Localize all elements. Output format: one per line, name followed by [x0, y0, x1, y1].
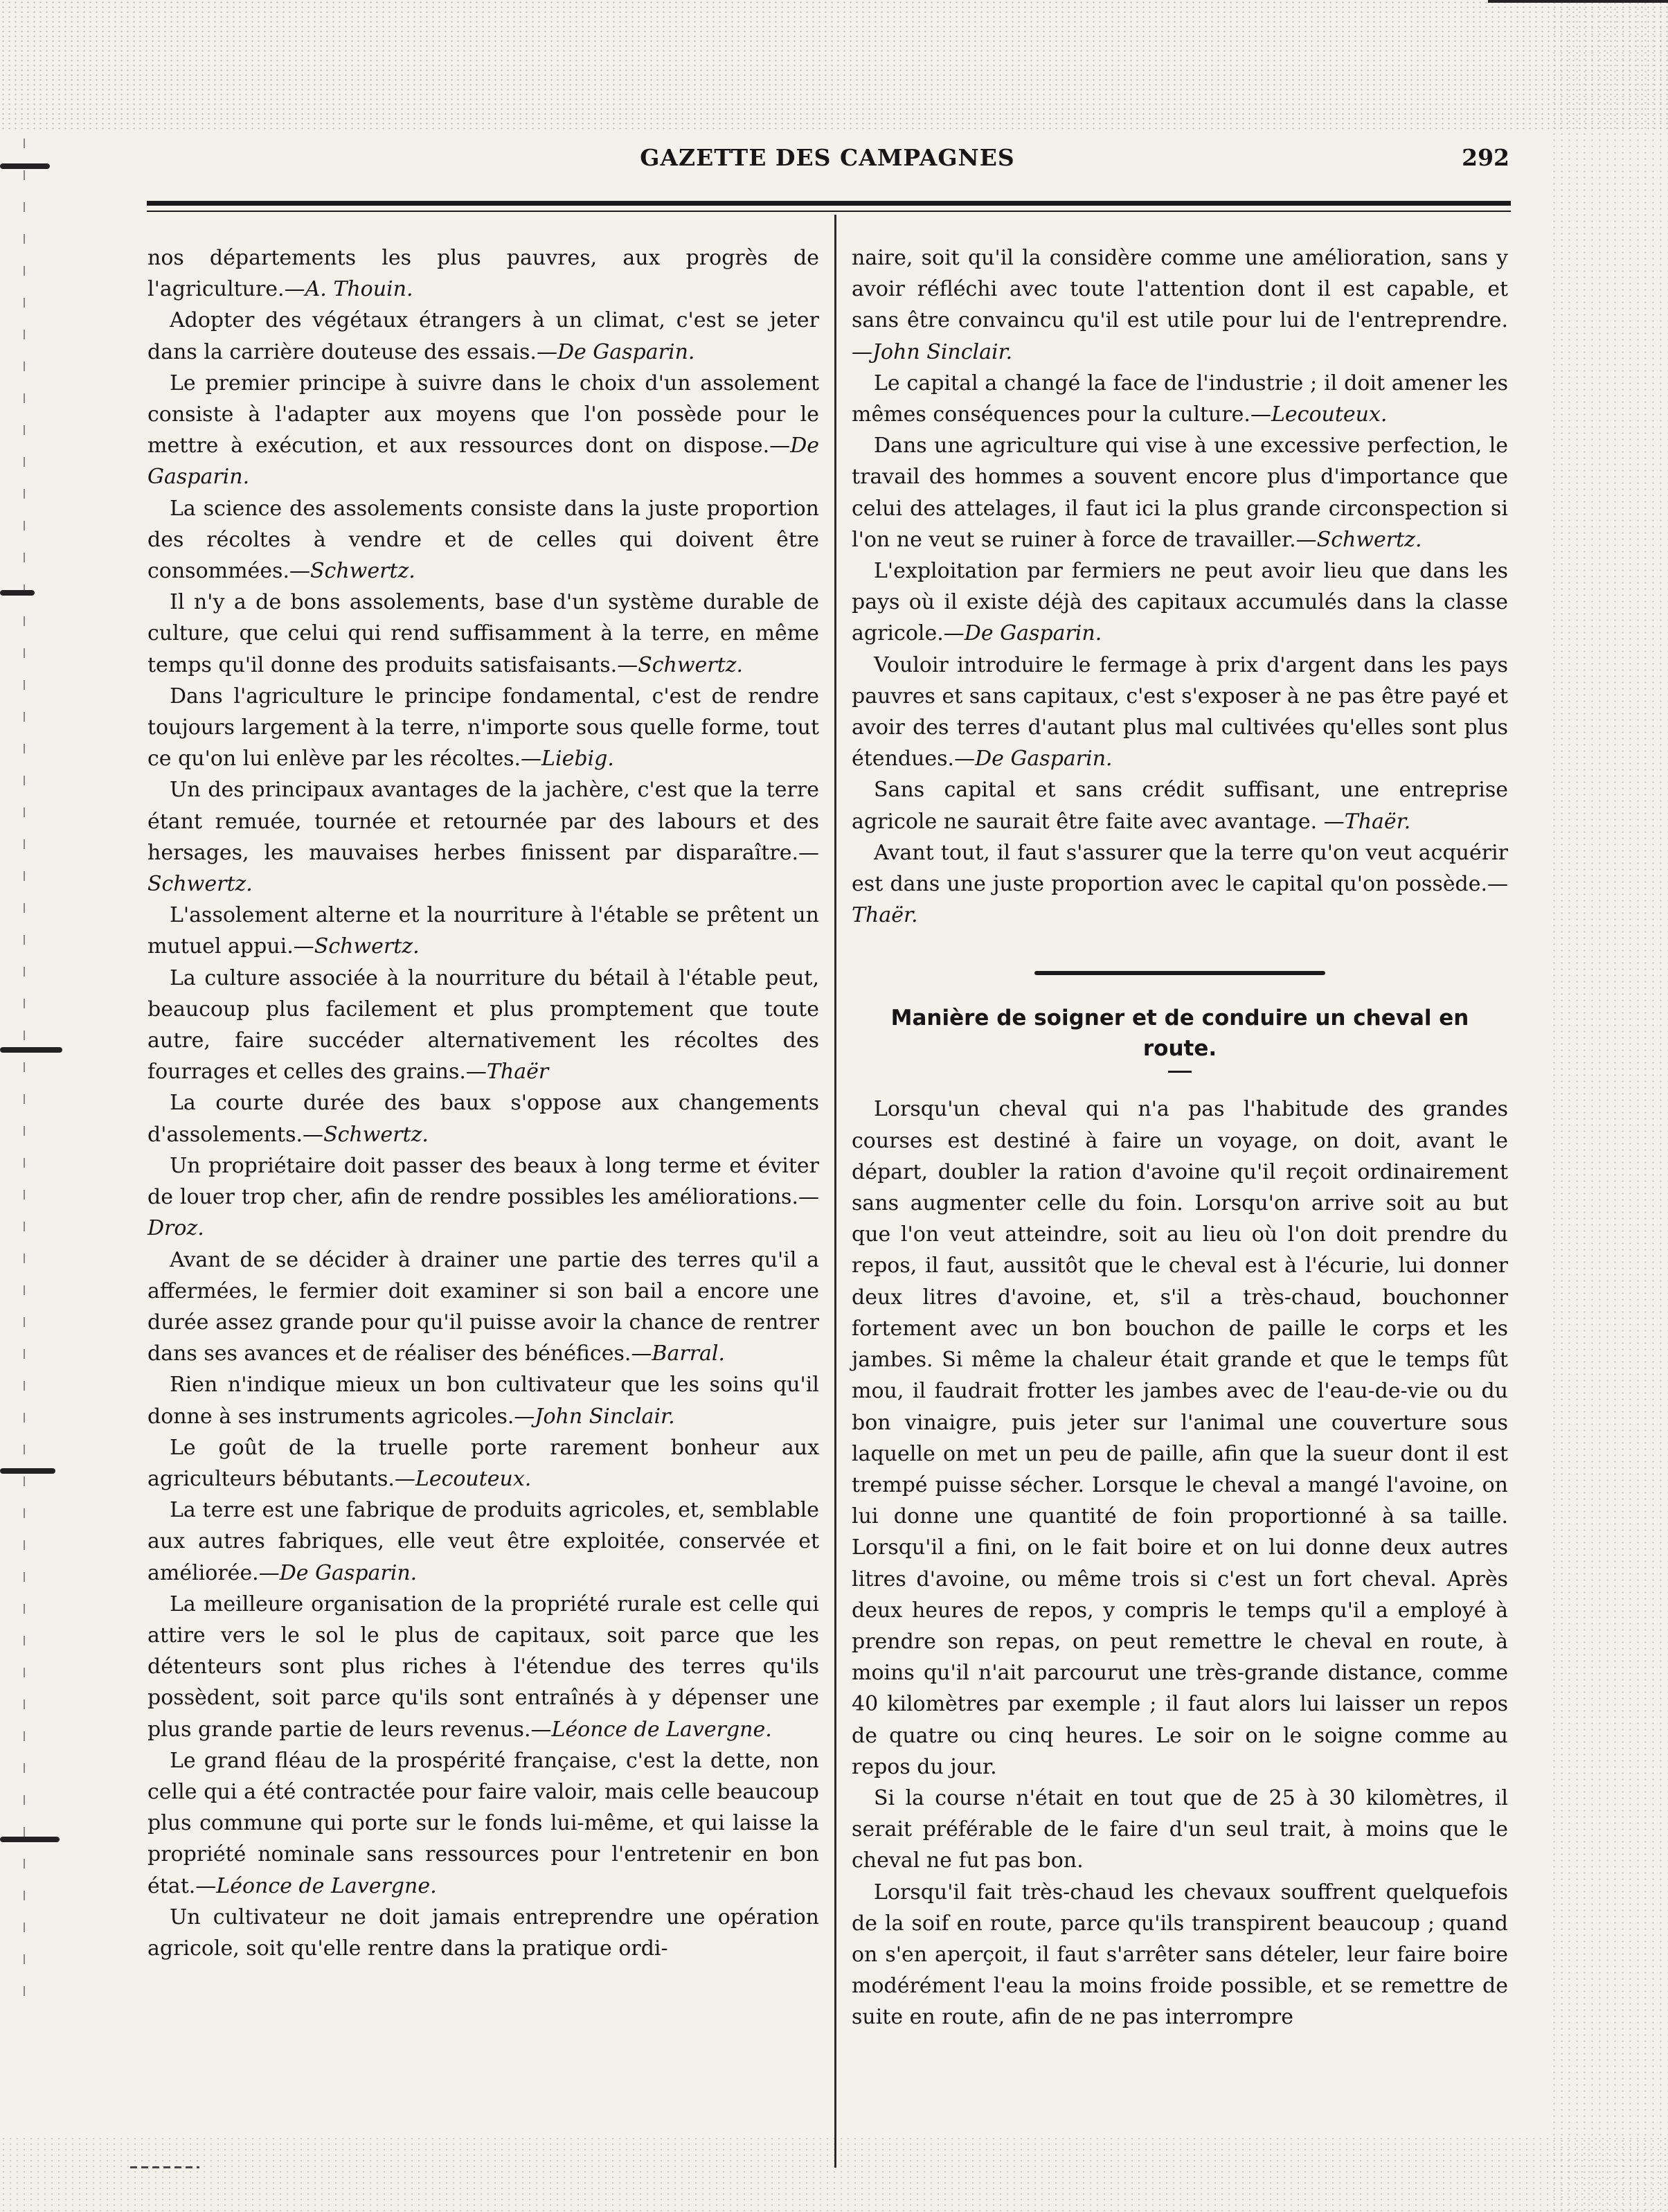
- maxim-author: John Sinclair.: [872, 339, 1013, 364]
- maxim-text: Le goût de la truelle porte rarement bonheur aux agriculteurs bébutants.—: [147, 1435, 819, 1491]
- header-rule-thick: [147, 201, 1511, 206]
- maxim-author: Schwertz.: [323, 1122, 429, 1147]
- maxim-text: Avant de se décider à drainer une partie des terres qu'il a affermées, le fermier doit examiner si son bail a encore une durée assez grande pour qu'il puisse avoir la chance de rentrer dans ses avances et de réaliser des bénéfices.—: [147, 1247, 819, 1366]
- maxim-text: Le capital a changé la face de l'industrie ; il doit amener les mêmes conséquences pour la culture.—: [852, 371, 1508, 427]
- maxim-author: Schwertz.: [314, 934, 420, 959]
- maxim-text: La terre est une fabrique de produits agricoles, et, semblable aux autres fabriques, elle veut être exploitée, conservée et améliorée.—: [147, 1498, 819, 1585]
- maxim-author: Lecouteux.: [415, 1466, 532, 1491]
- maxim-paragraph: [147, 1150, 819, 1245]
- binding-mark: [0, 163, 50, 169]
- maxim-paragraph: [147, 305, 819, 367]
- maxim-paragraph: [852, 430, 1508, 555]
- maxim-author: Schwertz.: [147, 872, 253, 897]
- maxim-paragraph: [147, 1745, 819, 1902]
- maxim-paragraph: [147, 774, 819, 900]
- maxim-author: Léonce de Lavergne.: [216, 1873, 437, 1898]
- maxim-paragraph: [147, 368, 819, 493]
- maxim-author: John Sinclair.: [535, 1404, 675, 1429]
- maxim-text: L'assolement alterne et la nourriture à l'étable se prêtent un mutuel appui.—: [147, 903, 819, 959]
- left-column: [147, 242, 819, 1964]
- maxims-continued: [852, 242, 1508, 931]
- maxim-text: La meilleure organisation de la propriété rurale est celle qui attire vers le sol le plus de capitaux, soit parce que les détenteurs sont plus riches à l'étendue des terres qu'ils possèdent, soit parce qu'ils sont entraînés à y dépenser une plus grande partie de leurs revenus.—: [147, 1591, 819, 1742]
- maxim-text: Adopter des végétaux étrangers à un climat, c'est se jeter dans la carrière douteuse des essais.—: [147, 308, 819, 364]
- section-title: Manière de soigner et de conduire un cheval en route.: [890, 1006, 1469, 1062]
- maxim-text: nos départements les plus pauvres, aux progrès de l'agriculture.—: [147, 246, 819, 302]
- maxim-paragraph: [147, 1589, 819, 1745]
- maxim-text: Un des principaux avantages de la jachère, c'est que la terre étant remuée, tournée et retournée par des labours et des hersages, les mauvaises herbes finissent par disparaître.—: [147, 778, 819, 865]
- maxim-author: De Gasparin.: [964, 621, 1102, 646]
- maxim-paragraph: [147, 1087, 819, 1150]
- maxim-paragraph: [852, 837, 1508, 931]
- maxim-author: Barral.: [652, 1341, 726, 1366]
- maxim-text: Rien n'indique mieux un bon cultivateur que les soins qu'il donne à ses instruments agricoles.—: [147, 1373, 819, 1429]
- title-dash: [1168, 1071, 1192, 1073]
- maxim-paragraph: [147, 900, 819, 962]
- maxim-text: La courte durée des baux s'oppose aux changements d'assolements.—: [147, 1091, 819, 1147]
- maxim-paragraph: [147, 1432, 819, 1495]
- maxim-text: Dans l'agriculture le principe fondamental, c'est de rendre toujours largement à la terre, n'importe sous quelle forme, tout ce qu'on lui enlève par les récoltes.—: [147, 684, 819, 771]
- maxim-author: De Gasparin.: [975, 747, 1113, 771]
- scan-speckle-top: [0, 0, 1668, 132]
- footer-dashes: [130, 2166, 199, 2168]
- page-number: 292: [1462, 144, 1509, 171]
- maxim-author: Léonce de Lavergne.: [551, 1717, 772, 1742]
- maxim-text: La culture associée à la nourriture du bétail à l'étable peut, beaucoup plus facilement et plus promptement que toute autre, faire succéder alternativement les récoltes des fourrages et celles des grains.—: [147, 965, 819, 1085]
- maxim-author: Thaër.: [852, 903, 918, 928]
- maxim-author: Thaër: [486, 1060, 549, 1085]
- article-paragraph: Si la course n'était en tout que de 25 à 30 kilomètres, il serait préférable de le faire d'un seul trait, à moins que le cheval ne fut pas bon.: [852, 1785, 1508, 1873]
- maxim-paragraph: [852, 774, 1508, 837]
- binding-mark: [0, 1837, 60, 1842]
- maxim-text: Le premier principe à suivre dans le choix d'un assolement consiste à l'adapter aux moyens que l'on possède pour le mettre à exécution, et aux ressources dont on dispose.—: [147, 371, 819, 458]
- newspaper-title: GAZETTE DES CAMPAGNES: [640, 144, 1015, 171]
- binding-margin-line: [24, 139, 25, 2008]
- maxim-text: Un cultivateur ne doit jamais entreprendre une opération agricole, soit qu'elle rentre dans la pratique ordi-: [147, 1905, 819, 1961]
- maxim-paragraph: [147, 242, 819, 305]
- maxim-author: Thaër.: [1344, 809, 1411, 834]
- maxim-paragraph: [852, 650, 1508, 775]
- maxim-text: Avant tout, il faut s'assurer que la terre qu'on veut acquérir est dans une juste proportion avec le capital qu'on possède.—: [852, 840, 1508, 897]
- maxim-text: Vouloir introduire le fermage à prix d'argent dans les pays pauvres et sans capitaux, c'est s'exposer à ne pas être payé et avoir des terres d'autant plus mal cultivées qu'elles sont plus étendues.—: [852, 652, 1508, 771]
- binding-mark: [0, 1468, 55, 1474]
- column-divider: [834, 215, 836, 2168]
- maxim-author: Liebig.: [541, 747, 614, 771]
- maxim-paragraph: [147, 1495, 819, 1589]
- maxim-author: De Gasparin.: [279, 1560, 418, 1585]
- article-paragraph: Lorsqu'il fait très-chaud les chevaux souffrent quelquefois de la soif en route, parce qu'ils transpirent beaucoup ; quand on s'en aperçoit, il faut s'arrêter sans dételer, leur faire boire modérément l'eau la moins froide possible, et se remettre de suite en route, afin de ne pas interrompre: [852, 1880, 1508, 2030]
- maxim-author: De Gasparin.: [147, 434, 819, 490]
- maxim-paragraph: [147, 1902, 819, 1964]
- header-rule-thin: [147, 211, 1511, 212]
- maxim-text: Dans une agriculture qui vise à une excessive perfection, le travail des hommes a souvent encore plus d'importance que celui des attelages, il faut ici la plus grande circonspection si l'on ne veut se ruiner à force de travailler.—: [852, 434, 1508, 552]
- section-body: [852, 1094, 1508, 2033]
- maxim-paragraph: [852, 242, 1508, 368]
- maxim-paragraph: [852, 368, 1508, 430]
- scan-speckle-right: [1550, 0, 1668, 2212]
- maxim-author: Droz.: [147, 1216, 204, 1241]
- maxim-paragraph: [147, 681, 819, 775]
- article-paragraph: Lorsqu'un cheval qui n'a pas l'habitude des grandes courses est destiné à faire un voyage, on doit, avant le départ, doubler la ration d'avoine qu'il reçoit ordinairement sans augmenter celle du foin. Lorsqu'on arrive soit au but que l'on veut atteindre, soit au lieu où l'on doit prendre du repos, il faut, aussitôt que le cheval est à l'écurie, lui donner deux litres d'avoine, et, s'il a très-chaud, bouchonner fortement avec un bon bouchon de paille le corps et les jambes. Si même la chaleur était grande et que le temps fût mou, il faudrait frotter les jambes avec de l'eau-de-vie ou du bon vinaigre, puis jeter sur l'animal une couverture sous laquelle on met un peu de paille, afin que la sueur dont il est trempé puisse sécher. Lorsque le cheval a mangé l'avoine, on lui donne une quantité de foin proportionné à sa taille. Lorsqu'il a fini, on le fait boire et on lui donne deux autres litres d'avoine, ou même trois si c'est un fort cheval. Après deux heures de repos, y compris le temps qu'il a employé à prendre son repas, on peut remettre le cheval en route, à moins qu'il n'ait parcourut une très-grande distance, comme 40 kilomètres par exemple ; il faut alors lui laisser un repos de quatre ou cinq heures. Le soir on le soigne comme au repos du jour.: [852, 1097, 1508, 1779]
- maxim-author: Schwertz.: [1316, 527, 1422, 552]
- page-header: [138, 144, 1516, 186]
- maxim-text: Un propriétaire doit passer des beaux à long terme et éviter de louer trop cher, afin de rendre possibles les améliorations.—: [147, 1153, 819, 1210]
- maxim-paragraph: [147, 963, 819, 1088]
- maxim-author: Lecouteux.: [1271, 402, 1388, 427]
- maxim-paragraph: [147, 1245, 819, 1370]
- maxim-text: Il n'y a de bons assolements, base d'un système durable de culture, que celui qui rend suffisamment à la terre, en même temps qu'il donne des produits satisfaisants.—: [147, 590, 819, 677]
- right-column: [852, 242, 1508, 2033]
- maxim-paragraph: [147, 587, 819, 681]
- maxim-text: Le grand fléau de la prospérité française, c'est la dette, non celle qui a été contractée pour faire valoir, mais celle beaucoup plus commune qui porte sur le fonds lui-même, et qui laisse la propriété nominale sans ressources pour l'entretenir en bon état.—: [147, 1748, 819, 1898]
- page-edge-line: [1488, 0, 1668, 3]
- binding-mark: [0, 1047, 62, 1053]
- maxim-text: Sans capital et sans crédit suffisant, une entreprise agricole ne saurait être faite avec avantage. —: [852, 778, 1508, 834]
- maxim-author: Schwertz.: [310, 559, 415, 584]
- maxim-text: La science des assolements consiste dans la juste proportion des récoltes à vendre et de celles qui doivent être consommées.—: [147, 496, 819, 584]
- binding-mark: [0, 590, 35, 596]
- maxim-author: A. Thouin.: [305, 277, 413, 302]
- maxim-text: L'exploitation par fermiers ne peut avoir lieu que dans les pays où il existe déjà des capitaux accumulés dans la classe agricole.—: [852, 559, 1508, 646]
- maxim-author: Schwertz.: [638, 652, 744, 677]
- maxim-text: naire, soit qu'il la considère comme une amélioration, sans y avoir réfléchi avec toute l'attention dont il est capable, et sans être convaincu qu'il est utile pour lui de l'entreprendre.—: [852, 246, 1508, 364]
- section-separator-ornament: [1034, 971, 1325, 975]
- maxim-paragraph: [147, 1369, 819, 1431]
- maxim-paragraph: [852, 555, 1508, 650]
- maxim-paragraph: [147, 493, 819, 587]
- maxim-author: De Gasparin.: [557, 339, 695, 364]
